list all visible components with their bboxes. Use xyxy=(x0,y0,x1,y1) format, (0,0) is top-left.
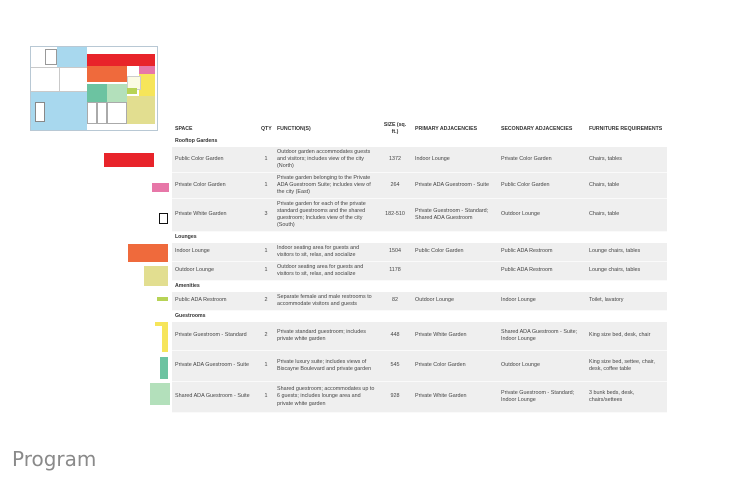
cell-primary: Private White Garden xyxy=(415,393,467,400)
swatch-shared-ada-suite xyxy=(150,383,170,405)
cell-secondary: Public ADA Restroom xyxy=(501,248,553,255)
cell-primary: Private Guestroom - Standard; Shared ADA Guestroom xyxy=(415,207,489,221)
cell-size: 448 xyxy=(390,332,400,339)
cell-qty: 3 xyxy=(264,211,268,218)
cell-furniture: King size bed, desk, chair xyxy=(589,332,651,339)
cell-secondary: Shared ADA Guestroom - Suite; Indoor Lounge xyxy=(501,328,578,342)
program-table xyxy=(172,122,667,413)
table-row xyxy=(172,199,667,232)
header-furniture: FURNITURE REQUIREMENTS xyxy=(589,125,663,132)
cell-function: Private luxury suite; includes views of Biscayne Boulevard and private garden xyxy=(277,358,372,372)
table-row xyxy=(172,262,667,281)
cell-secondary: Indoor Lounge xyxy=(501,297,536,304)
section-lounges: Lounges xyxy=(175,234,197,241)
section-guestrooms: Guestrooms xyxy=(175,313,206,320)
cell-qty: 1 xyxy=(264,362,268,369)
cell-qty: 2 xyxy=(264,297,268,304)
plan-private-color-garden xyxy=(139,66,155,74)
cell-space: Private Color Garden xyxy=(175,181,226,188)
cell-secondary: Outdoor Lounge xyxy=(501,362,540,369)
cell-space: Public Color Garden xyxy=(175,155,224,162)
table-row xyxy=(172,147,667,173)
cell-qty: 1 xyxy=(264,393,268,400)
cell-secondary: Private Guestroom - Standard; Indoor Lounge xyxy=(501,389,575,403)
cell-function: Outdoor garden accommodates guests and visitors; includes view of the city (North) xyxy=(277,148,371,170)
header-qty: QTY xyxy=(261,125,272,132)
cell-secondary: Outdoor Lounge xyxy=(501,211,540,218)
cell-furniture: Toilet, lavatory xyxy=(589,297,624,304)
cell-function: Separate female and male restrooms to accommodate visitors and guests xyxy=(277,293,372,307)
swatch-private-white-garden xyxy=(159,213,168,224)
cell-qty: 1 xyxy=(264,155,268,162)
cell-secondary: Public Color Garden xyxy=(501,181,550,188)
header-size: SIZE (sq. ft.) xyxy=(383,122,407,135)
swatch-indoor-lounge xyxy=(128,244,168,262)
table-row xyxy=(172,351,667,382)
plan-stair xyxy=(45,49,57,65)
section-rooftop-gardens: Rooftop Gardens xyxy=(175,138,218,145)
table-row xyxy=(172,382,667,413)
plan-indoor-lounge xyxy=(87,66,127,82)
plan-white-room xyxy=(35,102,45,122)
cell-space: Private White Garden xyxy=(175,211,227,218)
swatch-private-color-garden xyxy=(152,183,169,192)
table-row xyxy=(172,173,667,199)
cell-furniture: Chairs, table xyxy=(589,211,620,218)
cell-qty: 1 xyxy=(264,181,268,188)
header-primary: PRIMARY ADJACENCIES xyxy=(415,125,478,132)
cell-size: 545 xyxy=(390,362,400,369)
cell-space: Private Guestroom - Standard xyxy=(175,332,247,339)
swatch-public-color-garden xyxy=(104,153,154,167)
cell-primary: Public Color Garden xyxy=(415,248,464,255)
cell-secondary: Public ADA Restroom xyxy=(501,267,553,274)
header-secondary: SECONDARY ADJACENCIES xyxy=(501,125,573,132)
plan-restroom xyxy=(127,88,137,94)
cell-space: Public ADA Restroom xyxy=(175,297,227,304)
table-row xyxy=(172,243,667,262)
cell-qty: 2 xyxy=(264,332,268,339)
cell-primary: Private Color Garden xyxy=(415,362,466,369)
cell-space: Private ADA Guestroom - Suite xyxy=(175,362,250,369)
cell-space: Outdoor Lounge xyxy=(175,267,214,274)
cell-primary: Indoor Lounge xyxy=(415,155,450,162)
cell-size: 928 xyxy=(390,393,400,400)
plan-pool-top xyxy=(57,47,87,67)
cell-furniture: Lounge chairs, tables xyxy=(589,248,641,255)
cell-function: Shared guestroom; accommodates up to 6 guests; includes lounge area and private white garden xyxy=(277,386,375,407)
table-row xyxy=(172,322,667,351)
plan-public-color-garden xyxy=(87,54,155,66)
plan-ada-suite-b xyxy=(97,84,107,102)
cell-furniture: King size bed, settee, chair, desk, coffee table xyxy=(589,358,655,372)
header-function: FUNCTION(S) xyxy=(277,125,311,132)
plan-white-room-2 xyxy=(97,102,107,124)
cell-size: 1372 xyxy=(389,155,401,162)
cell-qty: 1 xyxy=(264,267,268,274)
cell-size: 1504 xyxy=(389,248,401,255)
cell-function: Private garden belonging to the Private ADA Guestroom Suite; includes view of the city (East) xyxy=(277,174,371,196)
cell-size: 264 xyxy=(390,181,400,188)
cell-function: Private standard guestroom; includes private white garden xyxy=(277,328,366,342)
cell-function: Indoor seating area for guests and visitors to sit, relax, and socialize xyxy=(277,244,360,258)
plan-shared-suite xyxy=(107,84,127,102)
cell-size: 1178 xyxy=(389,267,401,274)
cell-size: 82 xyxy=(392,297,398,304)
plan-ada-suite-a xyxy=(87,84,97,102)
cell-furniture: Chairs, tables xyxy=(589,155,622,162)
plan-outdoor-lounge xyxy=(127,96,155,124)
cell-space: Shared ADA Guestroom - Suite xyxy=(175,393,250,400)
cell-primary: Private ADA Guestroom - Suite xyxy=(415,181,490,188)
cell-primary: Private White Garden xyxy=(415,332,467,339)
cell-primary: Outdoor Lounge xyxy=(415,297,454,304)
table-header xyxy=(172,122,667,136)
page-title: Program xyxy=(12,447,97,471)
table-row xyxy=(172,292,667,311)
swatch-private-ada-suite xyxy=(160,357,168,379)
cell-qty: 1 xyxy=(264,248,268,255)
cell-size: 182-510 xyxy=(385,211,405,218)
cell-secondary: Private Color Garden xyxy=(501,155,552,162)
section-amenities: Amenities xyxy=(175,283,200,290)
cell-furniture: Chairs, table xyxy=(589,181,620,188)
plan-white-room-3 xyxy=(107,102,127,124)
cell-function: Private garden for each of the private standard guestrooms and the shared guestroom; Includes view of the city (South) xyxy=(277,200,366,229)
plan-guestroom-standard xyxy=(139,74,155,96)
cell-furniture: Lounge chairs, tables xyxy=(589,267,641,274)
floor-plan xyxy=(30,46,158,131)
swatch-outdoor-lounge xyxy=(144,266,168,286)
swatch-guestroom-standard xyxy=(162,322,168,352)
swatch-public-ada-restroom xyxy=(157,297,168,301)
plan-white-room-1 xyxy=(87,102,97,124)
header-space: SPACE xyxy=(175,125,193,132)
cell-furniture: 3 bunk beds, desk, chairs/settees xyxy=(589,389,635,403)
cell-function: Outdoor seating area for guests and visitors to sit, relax, and socialize xyxy=(277,263,364,277)
cell-space: Indoor Lounge xyxy=(175,248,210,255)
